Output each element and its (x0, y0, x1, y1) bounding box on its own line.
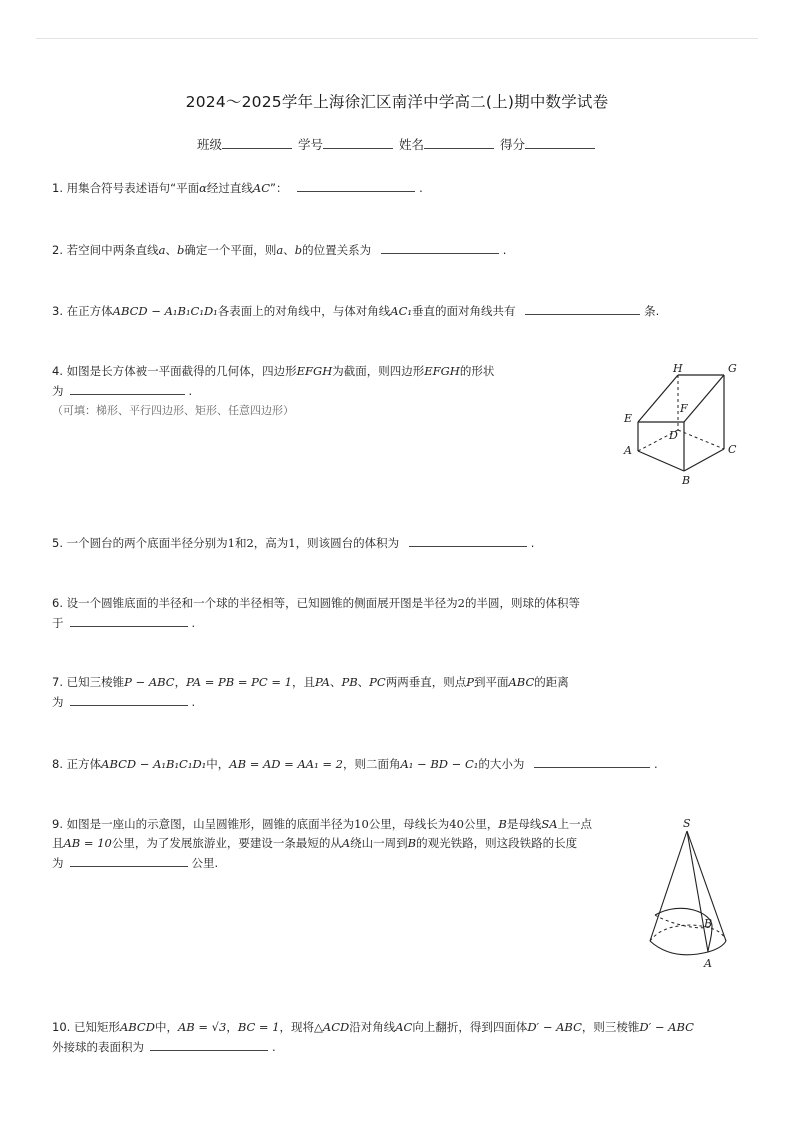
q4-text: 如图是长方体被一平面截得的几何体，四边形 (66, 364, 297, 378)
class-field (197, 135, 294, 153)
q7-pc: PC (369, 675, 386, 689)
fig9-label-S: S (683, 817, 691, 830)
q9-line2-b: 公里，为了发展旅游业，要建设一条最短的从 (111, 836, 342, 850)
q5-text-c: ，高为 (253, 536, 289, 550)
q7-text-c: ，且 (291, 675, 315, 689)
q10-tri: △ACD (314, 1020, 350, 1034)
q9-a: A (341, 836, 351, 850)
fig4-edge-EH (638, 375, 678, 422)
q2-a: a (158, 243, 166, 257)
q10-text-e: 沿对角线 (349, 1020, 396, 1034)
q9-sa: SA (541, 817, 558, 831)
q6-answer-blank[interactable] (70, 613, 188, 627)
question-1 (52, 178, 423, 198)
q10-line2: 外接球的表面积为 (52, 1040, 144, 1054)
q10-text-f: 向上翻折，得到四面体 (412, 1020, 528, 1034)
q10-ac: AC (395, 1020, 413, 1034)
q10-answer-blank[interactable] (150, 1037, 268, 1051)
question-6 (52, 594, 612, 633)
q2-end: . (502, 243, 507, 257)
q7-pb: PB (341, 675, 358, 689)
q10-text-g: ，则三棱锥 (581, 1020, 640, 1034)
q3-answer-blank[interactable] (525, 301, 640, 315)
q10-end: . (272, 1040, 276, 1054)
score-field (500, 135, 597, 153)
page-title: 2024～2025学年上海徐汇区南洋中学高二(上)期中数学试卷 (185, 93, 609, 111)
q8-eq: AB = AD = AA₁ = 2 (229, 757, 343, 771)
q7-p: P (466, 675, 474, 689)
q1-text: 用集合符号表述语句“平面 (66, 181, 200, 195)
q10-abcd: ABCD (119, 1020, 155, 1034)
q9-line3: 为 (52, 856, 64, 870)
q4-text-b: 为截面，则四边形 (332, 364, 425, 378)
q6-r: 2 (457, 596, 465, 610)
q4-efgh2: EFGH (424, 364, 460, 378)
fig9-railway-path (655, 908, 712, 952)
q9-b2: B (407, 836, 417, 850)
q7-line2: 为 (52, 695, 64, 709)
q7-text-d: 两两垂直，则点 (385, 675, 467, 689)
fig4-edge-AB (638, 451, 684, 471)
q5-text: 一个圆台的两个底面半径分别为 (66, 536, 228, 550)
q6-text: 设一个圆锥底面的半径和一个球的半径相等，已知圆锥的侧面展开图是半径为 (66, 596, 458, 610)
q10-number: 10. (52, 1020, 71, 1034)
q3-cube: ABCD − A₁B₁C₁D₁ (112, 304, 218, 318)
q2-a2: a (276, 243, 284, 257)
student-info-row (0, 135, 794, 153)
q4-answer-blank[interactable] (70, 381, 185, 395)
q7-abc: ABC (508, 675, 535, 689)
id-blank[interactable] (323, 136, 393, 149)
q5-r1: 1 (227, 536, 235, 550)
q10-text: 已知矩形 (73, 1020, 120, 1034)
q9-line2-c: 绕山一周到 (350, 836, 408, 850)
q3-text: 在正方体 (66, 304, 113, 318)
q5-number: 5. (52, 536, 63, 550)
fig9-base-front (650, 941, 726, 955)
q7-text: 已知三棱锥 (66, 675, 125, 689)
q10-text-b: 中， (154, 1020, 178, 1034)
q1-ac: AC (252, 181, 270, 195)
question-2 (52, 240, 506, 260)
q7-pabc: P − ABC (124, 675, 175, 689)
q9-text-b: 公里，母线长为 (368, 817, 450, 831)
q1-text-c: ”： (270, 181, 288, 195)
q10-text-d: ，现将 (279, 1020, 315, 1034)
q2-sep2: 、 (283, 243, 295, 257)
q5-text-b: 和 (234, 536, 247, 550)
q7-text-b: ， (174, 675, 187, 689)
fig9-label-A: A (704, 957, 712, 970)
q3-number: 3. (52, 304, 63, 318)
top-divider (36, 38, 758, 39)
q5-r2: 2 (246, 536, 254, 550)
id-field (298, 135, 395, 153)
q9-text: 如图是一座山的示意图，山呈圆锥形，圆锥的底面半径为 (66, 817, 355, 831)
q8-text: 正方体 (66, 757, 102, 771)
q2-sep: 、 (165, 243, 177, 257)
q2-text: 若空间中两条直线 (66, 243, 159, 257)
class-blank[interactable] (222, 136, 292, 149)
q4-figure (618, 362, 743, 487)
q3-text-c: 垂直的面对角线共有 (412, 304, 516, 318)
q9-text-e: 上一点 (557, 817, 593, 831)
q5-end: . (530, 536, 535, 550)
fig4-label-D: D (669, 429, 678, 442)
q2-b: b (177, 243, 185, 257)
q9-text-d: 是母线 (506, 817, 542, 831)
fig9-label-B: B (704, 917, 713, 930)
q7-sep2: 、 (357, 675, 370, 689)
q8-end: . (654, 757, 658, 771)
q2-b2: b (294, 243, 303, 257)
q6-end: . (191, 616, 196, 630)
q10-text-c: ， (226, 1020, 238, 1034)
q7-eq: PA = PB = PC = 1 (186, 675, 292, 689)
q9-answer-blank[interactable] (70, 853, 188, 867)
q9-line2-d: 的观光铁路，则这段铁路的长度 (416, 836, 578, 850)
q2-text-b: 确定一个平面，则 (184, 243, 277, 257)
q7-pa: PA (314, 675, 330, 689)
q5-text-d: ，则该圆台的体积为 (295, 536, 400, 550)
q2-answer-blank[interactable] (381, 240, 499, 254)
q3-ac1: AC₁ (390, 304, 413, 318)
fig4-hidden-DC (678, 430, 724, 449)
q4-line2: 为 (52, 384, 64, 398)
q8-text-d: 的大小为 (478, 757, 525, 771)
fig4-label-A: A (624, 444, 632, 457)
q9-text-c: 公里， (463, 817, 499, 831)
id-label: 学号 (297, 137, 323, 152)
question-9 (52, 815, 632, 873)
q7-text-e: 到平面 (473, 675, 509, 689)
q4-number: 4. (52, 364, 63, 378)
name-blank[interactable] (424, 136, 494, 149)
q2-text-c: 的位置关系为 (302, 243, 372, 257)
q8-text-c: ，则二面角 (342, 757, 401, 771)
q3-end: 条. (644, 304, 660, 318)
q1-alpha: α (199, 181, 207, 195)
q7-end: . (191, 695, 196, 709)
fig4-label-F: F (680, 402, 688, 415)
class-label: 班级 (196, 137, 222, 152)
fig4-label-E: E (624, 412, 633, 425)
question-4 (52, 362, 532, 420)
q7-text-f: 的距离 (534, 675, 569, 689)
q8-cube: ABCD − A₁B₁C₁D₁ (101, 757, 207, 771)
fig4-edge-BC (684, 449, 724, 471)
q5-answer-blank[interactable] (409, 533, 527, 547)
question-8 (52, 754, 658, 774)
question-10 (52, 1018, 752, 1057)
score-blank[interactable] (525, 136, 595, 149)
q10-ab: AB = √3 (177, 1020, 227, 1034)
fig9-generatrix-SA (687, 831, 708, 952)
q9-b: B (498, 817, 507, 831)
q1-text-b: 经过直线 (206, 181, 253, 195)
name-field (399, 135, 496, 153)
q4-efgh: EFGH (296, 364, 333, 378)
q5-h: 1 (288, 536, 296, 550)
q6-number: 6. (52, 596, 63, 610)
q8-angle: A₁ − BD − C₁ (400, 757, 479, 771)
q1-end: . (419, 181, 423, 195)
q7-answer-blank[interactable] (70, 692, 188, 706)
fig9-left-generatrix (650, 831, 687, 941)
question-7 (52, 673, 632, 712)
q9-line2-a: 且 (52, 836, 64, 850)
q9-end: 公里. (191, 856, 219, 870)
fig9-base-back (650, 925, 726, 941)
question-5 (52, 533, 534, 553)
q4-hint: （可填：梯形、平行四边形、矩形、任意四边形） (52, 404, 294, 417)
q8-answer-blank[interactable] (534, 754, 650, 768)
fig4-edge-GF (684, 375, 724, 422)
fig4-label-G: G (728, 362, 737, 375)
q10-tet2: D′ − ABC (639, 1020, 694, 1034)
q4-end: . (188, 384, 193, 398)
question-3 (52, 301, 659, 321)
score-label: 得分 (499, 137, 525, 152)
fig4-label-H: H (673, 362, 683, 375)
q3-text-b: 各表面上的对角线中，与体对角线 (217, 304, 391, 318)
fig4-label-B: B (682, 474, 691, 487)
q7-number: 7. (52, 675, 63, 689)
q6-text-b: 的半圆，则球的体积等 (464, 596, 580, 610)
q8-number: 8. (52, 757, 63, 771)
q10-tet: D′ − ABC (527, 1020, 582, 1034)
fig4-label-C: C (728, 443, 737, 456)
q2-number: 2. (52, 243, 63, 257)
q1-number: 1. (52, 181, 63, 195)
q4-text-c: 的形状 (459, 364, 495, 378)
q7-sep1: 、 (329, 675, 342, 689)
q1-answer-blank[interactable] (297, 178, 415, 192)
q6-line2: 于 (52, 616, 64, 630)
q9-ab: AB = 10 (63, 836, 112, 850)
q9-cone-figure (642, 815, 732, 975)
q9-r: 10 (354, 817, 369, 831)
q9-number: 9. (52, 817, 63, 831)
q10-bc: BC = 1 (237, 1020, 280, 1034)
q8-text-b: 中， (206, 757, 230, 771)
q9-l: 40 (449, 817, 464, 831)
name-label: 姓名 (398, 137, 424, 152)
